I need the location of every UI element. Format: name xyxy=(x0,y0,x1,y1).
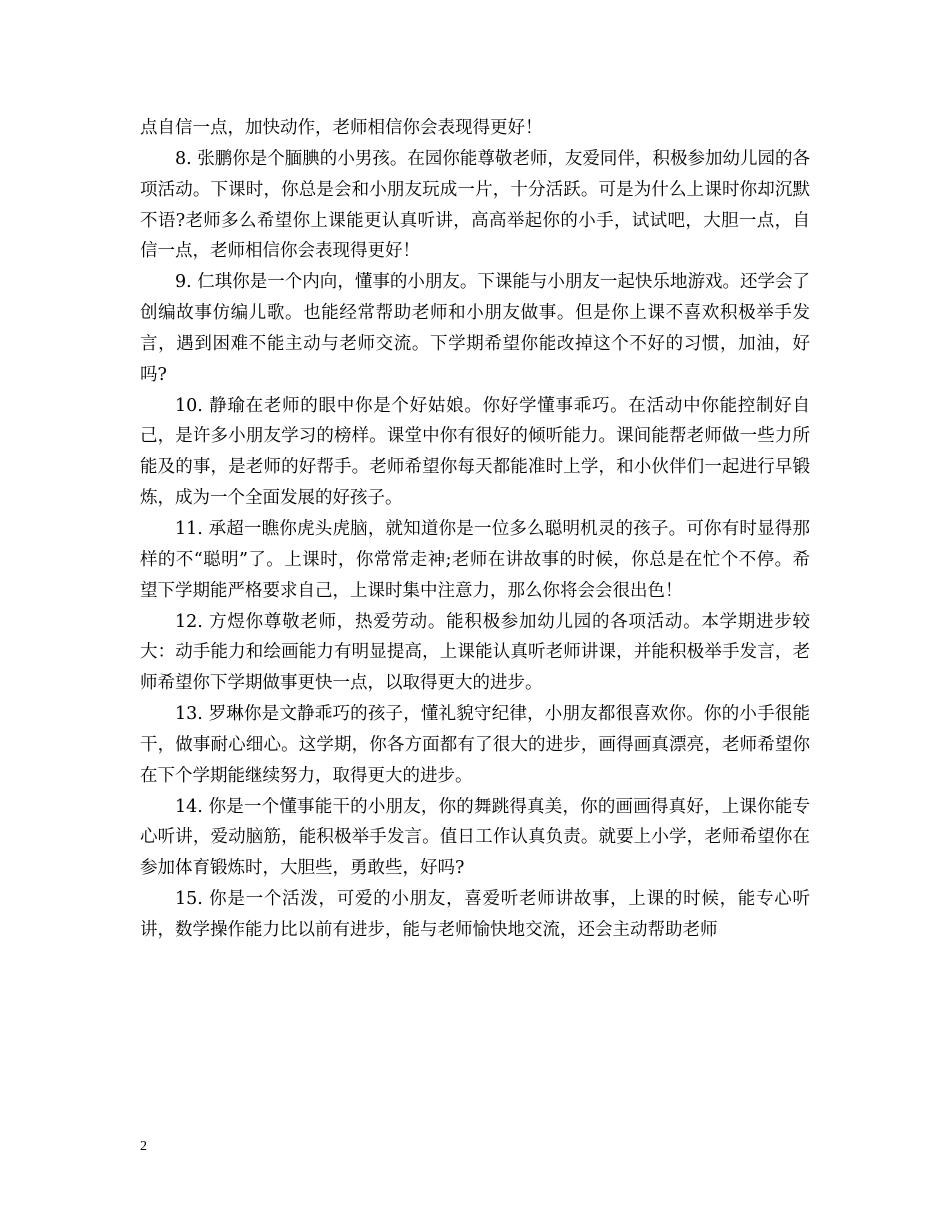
document-body xyxy=(140,113,810,946)
paragraph-continuation: 点自信一点，加快动作，老师相信你会表现得更好！ xyxy=(140,118,543,138)
paragraph-item-8: 8. 张鹏你是个腼腆的小男孩。在园你能尊敬老师，友爱同伴，积极参加幼儿园的各项活动。下课时，你总是会和小朋友玩成一片，十分活跃。可是为什么上课时你却沉默不语?老师多么希望你上课能更认真听讲，高高举起你的小手，试试吧，大胆一点，自信一点，老师相信你会表现得更好！ xyxy=(140,148,810,262)
page-number: 2 xyxy=(140,1139,147,1154)
paragraph-item-15: 15. 你是一个活泼，可爱的小朋友，喜爱听老师讲故事，上课的时候，能专心听讲，数学操作能力比以前有进步，能与老师愉快地交流，还会主动帮助老师 xyxy=(140,889,810,940)
paragraph-item-14: 14. 你是一个懂事能干的小朋友，你的舞跳得真美，你的画画得真好，上课你能专心听讲，爱动脑筋，能积极举手发言。值日工作认真负责。就要上小学，老师希望你在参加体育锻炼时，大胆些，勇敢些，好吗? xyxy=(140,796,810,879)
paragraph-item-13: 13. 罗琳你是文静乖巧的孩子，懂礼貌守纪律，小朋友都很喜欢你。你的小手很能干，做事耐心细心。这学期，你各方面都有了很大的进步，画得画真漂亮，老师希望你在下个学期能继续努力，取得更大的进步。 xyxy=(140,704,810,786)
paragraph-item-10: 10. 静瑜在老师的眼中你是个好姑娘。你好学懂事乖巧。在活动中你能控制好自己，是许多小朋友学习的榜样。课堂中你有很好的倾听能力。课间能帮老师做一些力所能及的事，是老师的好帮手。老师希望你每天都能准时上学，和小伙伴们一起进行早锻炼，成为一个全面发展的好孩子。 xyxy=(140,395,810,509)
paragraph-item-11: 11. 承超一瞧你虎头虎脑，就知道你是一位多么聪明机灵的孩子。可你有时显得那样的不“聪明”了。上课时，你常常走神;老师在讲故事的时候，你总是在忙个不停。希望下学期能严格要求自己，上课时集中注意力，那么你将会会很出色！ xyxy=(140,518,810,601)
paragraph-item-12: 12. 方煜你尊敬老师，热爱劳动。能积极参加幼儿园的各项活动。本学期进步较大：动手能力和绘画能力有明显提高，上课能认真听老师讲课，并能积极举手发言，老师希望你下学期做事更快一点，以取得更大的进步。 xyxy=(140,611,810,694)
paragraph-item-9: 9. 仁琪你是一个内向，懂事的小朋友。下课能与小朋友一起快乐地游戏。还学会了创编故事仿编儿歌。也能经常帮助老师和小朋友做事。但是你上课不喜欢积极举手发言，遇到困难不能主动与老师交流。下学期希望你能改掉这个不好的习惯，加油，好吗? xyxy=(140,272,810,385)
